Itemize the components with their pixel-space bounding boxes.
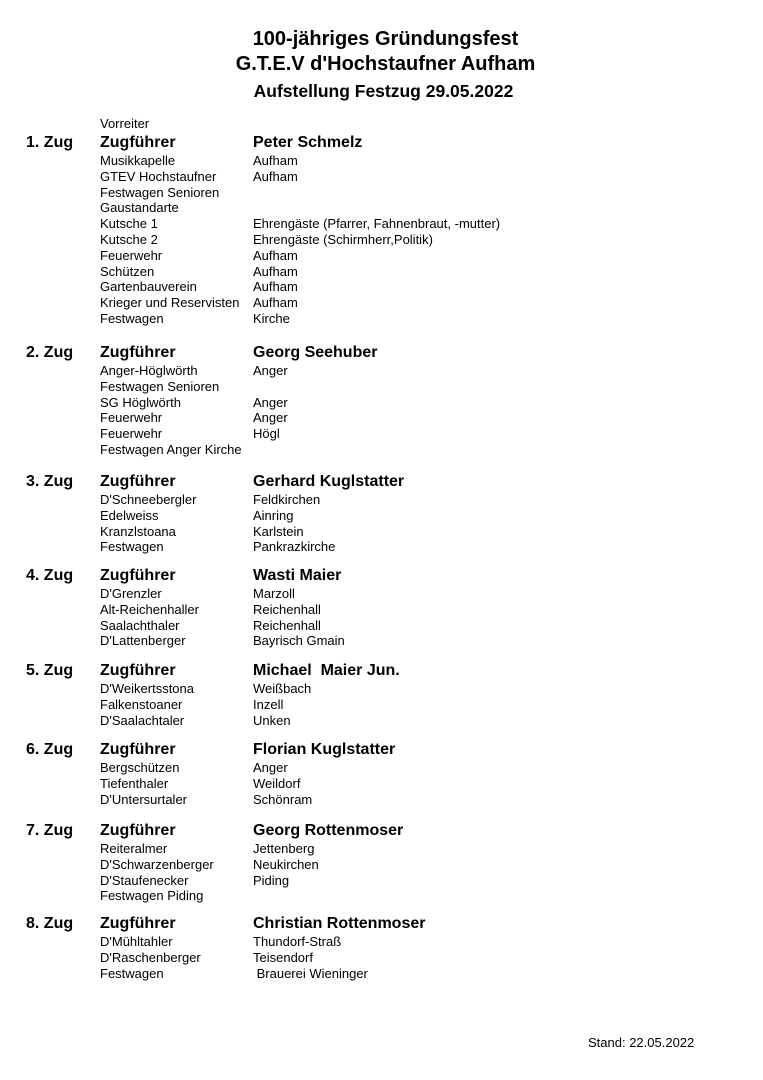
group-row bbox=[0, 697, 763, 713]
title-line-2: G.T.E.V d'Hochstaufner Aufham bbox=[235, 53, 536, 75]
group-name: Schützen bbox=[100, 263, 155, 279]
group-row bbox=[0, 586, 763, 602]
group-list bbox=[0, 841, 763, 904]
zugfuehrer-label: Zugführer bbox=[100, 662, 176, 679]
group-name: D'Untersurtaler bbox=[100, 791, 188, 807]
group-row bbox=[0, 841, 763, 857]
group-place: Karlstein bbox=[253, 523, 304, 539]
group-place: Reichenhall bbox=[253, 601, 321, 617]
group-row bbox=[0, 492, 763, 508]
group-row bbox=[0, 524, 763, 540]
zugfuehrer-label: Zugführer bbox=[100, 915, 176, 932]
group-name: Feuerwehr bbox=[100, 247, 163, 263]
group-place: Weildorf bbox=[253, 775, 301, 791]
zug-number: 7. Zug bbox=[26, 822, 74, 839]
group-place: Högl bbox=[253, 426, 280, 442]
group-name: Festwagen Anger Kirche bbox=[100, 441, 242, 457]
group-place: Feldkirchen bbox=[253, 492, 321, 507]
group-row bbox=[0, 934, 763, 950]
group-place: Schönram bbox=[253, 791, 313, 807]
group-row bbox=[0, 618, 763, 634]
group-place: Aufham bbox=[253, 295, 298, 311]
stand-date: Stand: 22.05.2022 bbox=[588, 1035, 695, 1050]
group-row bbox=[0, 681, 763, 697]
group-place: Marzoll bbox=[253, 586, 295, 601]
group-row bbox=[0, 426, 763, 442]
group-row bbox=[0, 311, 763, 327]
group-name: Anger-Höglwörth bbox=[100, 363, 198, 378]
group-name: Festwagen bbox=[100, 539, 164, 555]
group-name: Festwagen bbox=[100, 310, 164, 326]
group-name: Festwagen Senioren bbox=[100, 378, 220, 394]
group-place: Aufham bbox=[253, 263, 298, 279]
zugfuehrer-label: Zugführer bbox=[100, 567, 176, 584]
title-line-1: 100-jähriges Gründungsfest bbox=[252, 28, 519, 50]
group-name: GTEV Hochstaufner bbox=[100, 168, 217, 184]
group-place: Anger bbox=[253, 394, 288, 410]
zugfuehrer-name: Peter Schmelz bbox=[253, 134, 363, 151]
group-row bbox=[0, 776, 763, 792]
zugfuehrer-label: Zugführer bbox=[100, 134, 176, 151]
group-name: Festwagen Senioren bbox=[100, 184, 220, 200]
group-list bbox=[0, 153, 763, 327]
group-place: Aufham bbox=[253, 279, 298, 295]
group-name: Festwagen Piding bbox=[100, 888, 204, 904]
group-name: D'Raschenberger bbox=[100, 949, 201, 965]
group-name: Alt-Reichenhaller bbox=[100, 601, 199, 617]
group-row bbox=[0, 950, 763, 966]
zugfuehrer-name: Christian Rottenmoser bbox=[253, 915, 426, 932]
group-name: D'Weikertsstona bbox=[100, 681, 194, 696]
group-row bbox=[0, 442, 763, 458]
group-row bbox=[0, 873, 763, 889]
group-row bbox=[0, 169, 763, 185]
group-name: D'Saalachtaler bbox=[100, 712, 185, 728]
group-name: D'Mühltahler bbox=[100, 934, 173, 949]
group-list bbox=[0, 586, 763, 649]
group-list bbox=[0, 681, 763, 728]
group-name: Feuerwehr bbox=[100, 426, 163, 442]
group-row bbox=[0, 295, 763, 311]
group-name: D'Schwarzenberger bbox=[100, 856, 214, 872]
group-name: D'Lattenberger bbox=[100, 633, 186, 649]
zugfuehrer-label: Zugführer bbox=[100, 344, 176, 361]
group-place: Aufham bbox=[253, 168, 298, 184]
group-place: Anger bbox=[253, 410, 288, 426]
vorreiter-label: Vorreiter bbox=[100, 116, 150, 131]
group-row bbox=[0, 279, 763, 295]
group-row bbox=[0, 633, 763, 649]
group-place: Aufham bbox=[253, 247, 298, 263]
group-place: Piding bbox=[253, 872, 290, 888]
group-place: Unken bbox=[253, 712, 291, 728]
group-row bbox=[0, 888, 763, 904]
group-name: Kutsche 2 bbox=[100, 231, 158, 247]
group-name: Kutsche 1 bbox=[100, 216, 158, 232]
group-row bbox=[0, 379, 763, 395]
group-name: Krieger und Reservisten bbox=[100, 295, 240, 311]
group-place: Ehrengäste (Pfarrer, Fahnenbraut, -mutter) bbox=[253, 216, 501, 232]
group-row bbox=[0, 713, 763, 729]
group-place: Kirche bbox=[253, 310, 290, 326]
group-place: Brauerei Wieninger bbox=[253, 965, 368, 981]
group-name: Tiefenthaler bbox=[100, 775, 169, 791]
group-place: Ehrengäste (Schirmherr,Politik) bbox=[253, 231, 433, 247]
zugfuehrer-name: Georg Seehuber bbox=[253, 344, 378, 361]
group-row bbox=[0, 264, 763, 280]
group-row bbox=[0, 508, 763, 524]
group-row bbox=[0, 395, 763, 411]
group-row bbox=[0, 792, 763, 808]
group-place: Jettenberg bbox=[253, 841, 315, 856]
group-name: D'Grenzler bbox=[100, 586, 162, 601]
group-row bbox=[0, 200, 763, 216]
group-place: Teisendorf bbox=[253, 949, 313, 965]
group-name: Bergschützen bbox=[100, 760, 180, 775]
group-name: Musikkapelle bbox=[100, 153, 176, 168]
group-name: Gartenbauverein bbox=[100, 279, 197, 295]
group-row bbox=[0, 363, 763, 379]
group-row bbox=[0, 966, 763, 982]
group-place: Aufham bbox=[253, 153, 298, 168]
group-row bbox=[0, 153, 763, 169]
group-name: Saalachthaler bbox=[100, 617, 180, 633]
group-list bbox=[0, 934, 763, 981]
zugfuehrer-name: Florian Kuglstatter bbox=[253, 741, 396, 758]
group-place: Ainring bbox=[253, 507, 294, 523]
group-place: Weißbach bbox=[253, 681, 312, 696]
group-name: Gaustandarte bbox=[100, 200, 179, 216]
group-place: Bayrisch Gmain bbox=[253, 633, 345, 649]
group-row bbox=[0, 410, 763, 426]
group-row bbox=[0, 248, 763, 264]
zug-number: 8. Zug bbox=[26, 915, 74, 932]
group-list bbox=[0, 492, 763, 555]
zugfuehrer-label: Zugführer bbox=[100, 741, 176, 758]
zug-number: 4. Zug bbox=[26, 567, 74, 584]
group-place: Anger bbox=[253, 760, 288, 775]
zugfuehrer-name: Georg Rottenmoser bbox=[253, 822, 404, 839]
group-name: Festwagen bbox=[100, 965, 164, 981]
group-row bbox=[0, 760, 763, 776]
group-row bbox=[0, 602, 763, 618]
group-name: D'Schneebergler bbox=[100, 492, 197, 507]
group-name: Kranzlstoana bbox=[100, 523, 176, 539]
group-row bbox=[0, 232, 763, 248]
group-place: Thundorf-Straß bbox=[253, 934, 342, 949]
group-row bbox=[0, 539, 763, 555]
zug-number: 6. Zug bbox=[26, 741, 74, 758]
group-place: Neukirchen bbox=[253, 856, 319, 872]
group-place: Pankrazkirche bbox=[253, 539, 336, 555]
group-name: Falkenstoaner bbox=[100, 696, 183, 712]
group-row bbox=[0, 216, 763, 232]
zug-number: 2. Zug bbox=[26, 344, 74, 361]
zugfuehrer-label: Zugführer bbox=[100, 822, 176, 839]
zugfuehrer-name: Wasti Maier bbox=[253, 567, 342, 584]
zug-number: 1. Zug bbox=[26, 134, 74, 151]
group-name: D'Staufenecker bbox=[100, 872, 189, 888]
group-name: Reiteralmer bbox=[100, 841, 168, 856]
group-name: Edelweiss bbox=[100, 507, 159, 523]
group-list bbox=[0, 363, 763, 458]
title-line-3: Aufstellung Festzug 29.05.2022 bbox=[253, 81, 514, 101]
group-place: Anger bbox=[253, 363, 288, 378]
group-row bbox=[0, 185, 763, 201]
zug-number: 5. Zug bbox=[26, 662, 74, 679]
zugfuehrer-name: Michael Maier Jun. bbox=[253, 662, 400, 679]
zugfuehrer-name: Gerhard Kuglstatter bbox=[253, 473, 405, 490]
group-place: Reichenhall bbox=[253, 617, 321, 633]
zugfuehrer-label: Zugführer bbox=[100, 473, 176, 490]
zug-number: 3. Zug bbox=[26, 473, 74, 490]
group-list bbox=[0, 760, 763, 807]
group-name: Feuerwehr bbox=[100, 410, 163, 426]
group-row bbox=[0, 857, 763, 873]
group-name: SG Höglwörth bbox=[100, 394, 181, 410]
group-place: Inzell bbox=[253, 696, 284, 712]
